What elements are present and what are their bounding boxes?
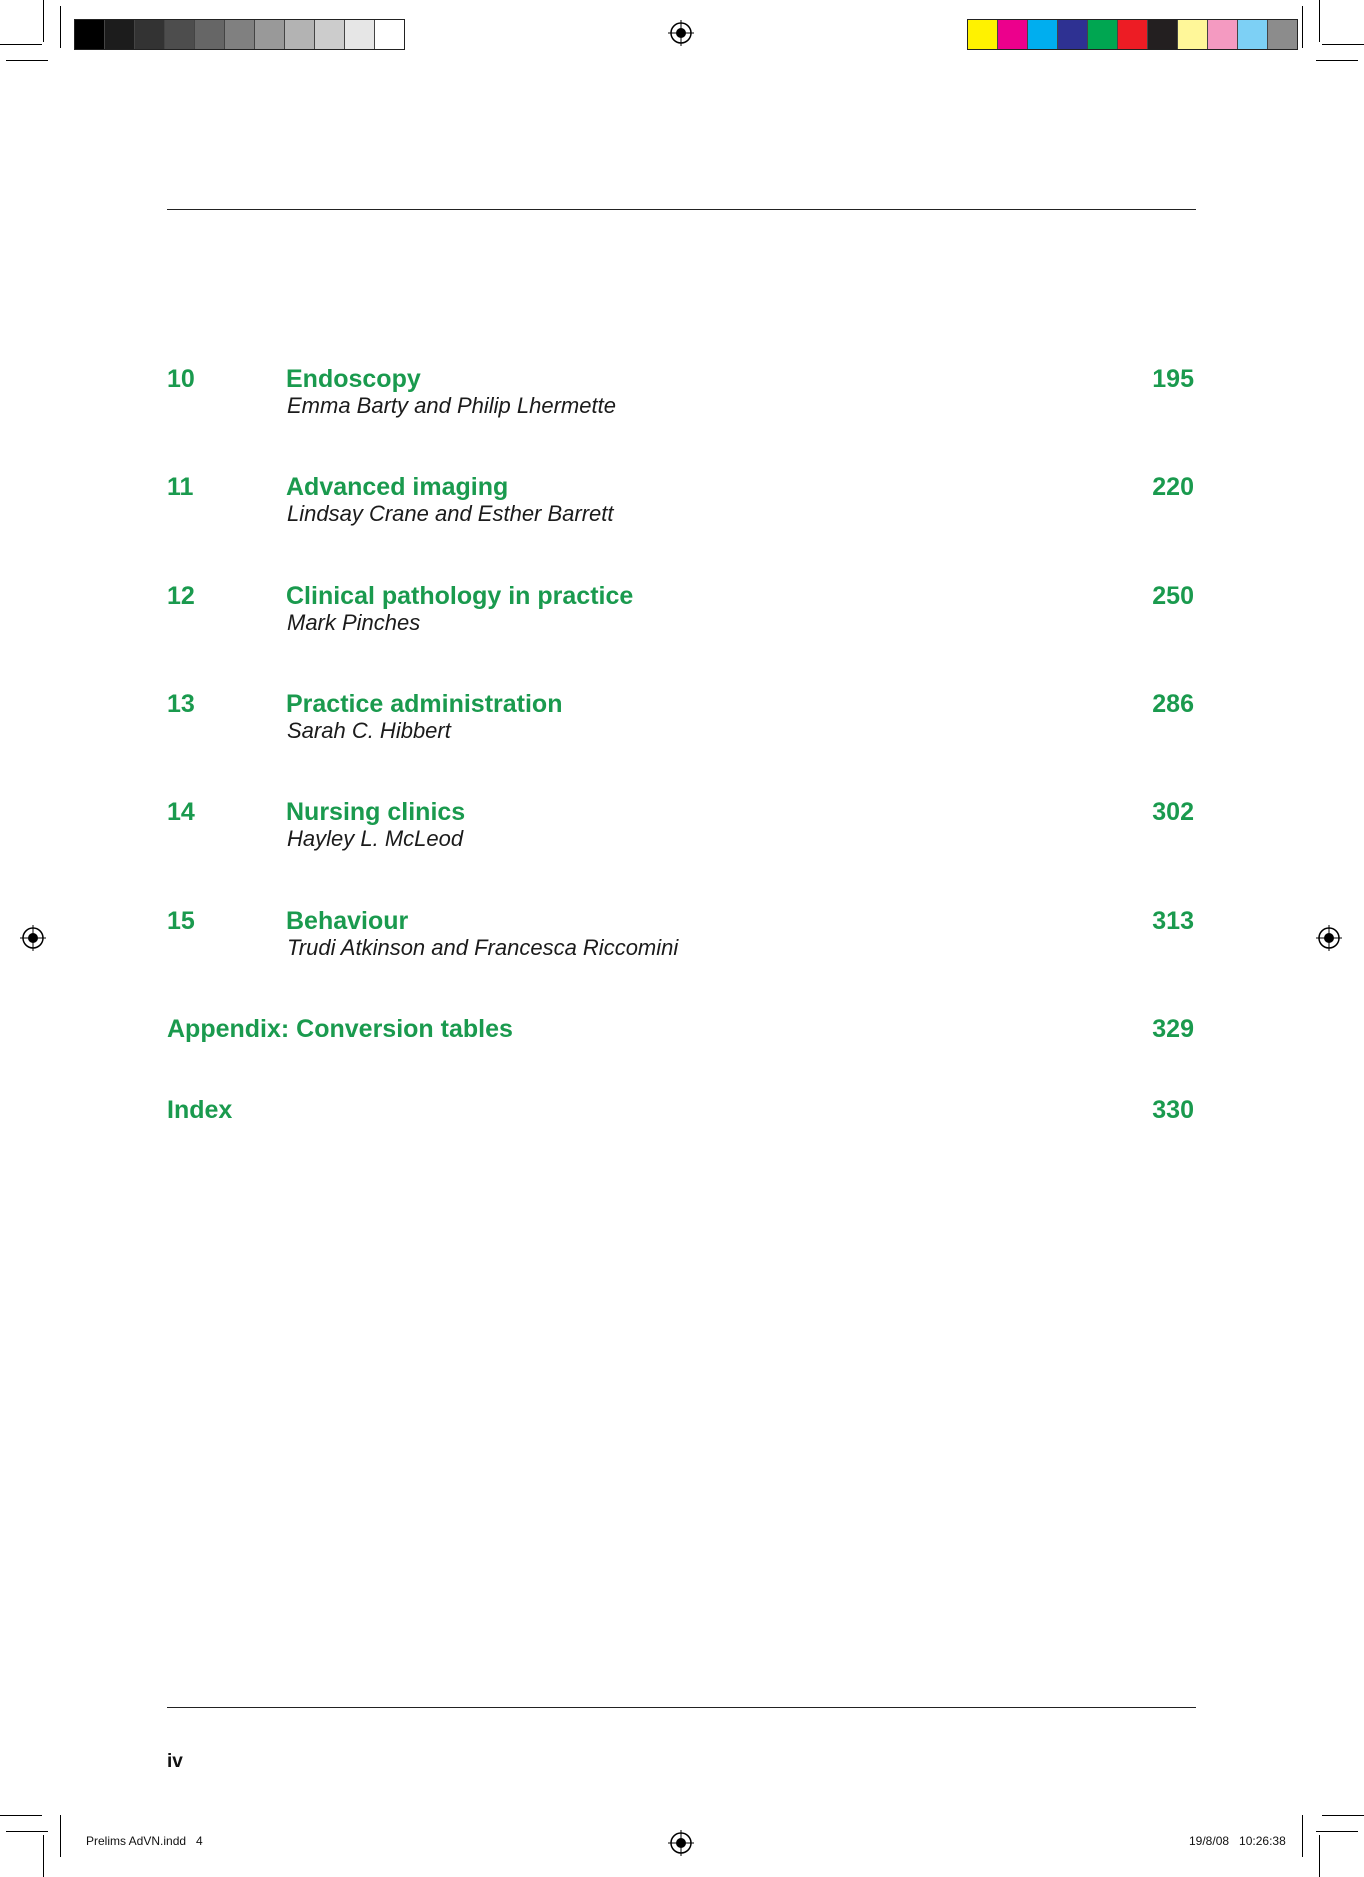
crop-mark xyxy=(1316,1831,1358,1832)
color-swatch xyxy=(1238,20,1268,49)
crop-mark xyxy=(1302,6,1303,48)
color-swatch xyxy=(1208,20,1238,49)
registration-mark-icon xyxy=(1316,925,1342,951)
crop-mark xyxy=(43,0,44,42)
chapter-authors: Mark Pinches xyxy=(287,610,421,635)
crop-mark xyxy=(6,60,48,61)
color-swatch xyxy=(1058,20,1088,49)
chapter-page-number: 220 xyxy=(1152,473,1194,501)
grayscale-color-bar xyxy=(74,19,405,50)
page-folio: iv xyxy=(167,1751,183,1772)
appendix-page-number: 329 xyxy=(1152,1015,1194,1043)
index-page-number: 330 xyxy=(1152,1096,1194,1124)
index-title: Index xyxy=(167,1096,233,1124)
gray-swatch xyxy=(285,20,315,49)
footer-rule xyxy=(167,1707,1196,1708)
gray-swatch xyxy=(195,20,225,49)
chapter-page-number: 250 xyxy=(1152,582,1194,610)
color-swatch xyxy=(998,20,1028,49)
crop-mark xyxy=(6,1831,48,1832)
crop-mark xyxy=(43,1835,44,1877)
registration-mark-icon xyxy=(668,1830,694,1856)
chapter-page-number: 313 xyxy=(1152,907,1194,935)
crop-mark xyxy=(0,1815,42,1816)
color-swatch xyxy=(1028,20,1058,49)
chapter-authors: Hayley L. McLeod xyxy=(287,826,464,851)
chapter-authors: Sarah C. Hibbert xyxy=(287,718,451,743)
chapter-title: Clinical pathology in practice xyxy=(286,582,634,610)
crop-mark xyxy=(1316,60,1358,61)
chapter-title: Nursing clinics xyxy=(286,798,466,826)
gray-swatch xyxy=(75,20,105,49)
gray-swatch xyxy=(225,20,255,49)
color-swatch xyxy=(968,20,998,49)
chapter-title: Endoscopy xyxy=(286,365,421,393)
chapter-number: 15 xyxy=(167,907,195,935)
color-swatch xyxy=(1148,20,1178,49)
gray-swatch xyxy=(165,20,195,49)
crop-mark xyxy=(1319,0,1320,42)
crop-mark xyxy=(60,1815,61,1857)
gray-swatch xyxy=(255,20,285,49)
chapter-number: 13 xyxy=(167,690,195,718)
chapter-title: Behaviour xyxy=(286,907,409,935)
registration-mark-icon xyxy=(668,20,694,46)
crop-mark xyxy=(0,44,42,45)
crop-mark xyxy=(1322,1815,1364,1816)
chapter-number: 10 xyxy=(167,365,195,393)
chapter-authors: Lindsay Crane and Esther Barrett xyxy=(287,501,614,526)
chapter-page-number: 302 xyxy=(1152,798,1194,826)
crop-mark xyxy=(1302,1815,1303,1857)
gray-swatch xyxy=(345,20,375,49)
gray-swatch xyxy=(375,20,404,49)
color-swatch xyxy=(1268,20,1297,49)
chapter-page-number: 195 xyxy=(1152,365,1194,393)
chapter-authors: Trudi Atkinson and Francesca Riccomini xyxy=(287,935,679,960)
chapter-page-number: 286 xyxy=(1152,690,1194,718)
slug-file-info: Prelims AdVN.indd 4 xyxy=(86,1834,203,1848)
crop-mark xyxy=(1322,44,1364,45)
process-color-bar xyxy=(967,19,1298,50)
color-swatch xyxy=(1178,20,1208,49)
registration-mark-icon xyxy=(20,925,46,951)
chapter-title: Practice administration xyxy=(286,690,563,718)
chapter-title: Advanced imaging xyxy=(286,473,509,501)
chapter-number: 12 xyxy=(167,582,195,610)
color-swatch xyxy=(1118,20,1148,49)
header-rule xyxy=(167,209,1196,210)
crop-mark xyxy=(60,6,61,48)
chapter-number: 14 xyxy=(167,798,195,826)
appendix-title: Appendix: Conversion tables xyxy=(167,1015,513,1043)
color-swatch xyxy=(1088,20,1118,49)
chapter-number: 11 xyxy=(167,473,194,501)
slug-timestamp: 19/8/08 10:26:38 xyxy=(1189,1834,1286,1848)
crop-mark xyxy=(1319,1835,1320,1877)
gray-swatch xyxy=(105,20,135,49)
chapter-authors: Emma Barty and Philip Lhermette xyxy=(287,393,616,418)
gray-swatch xyxy=(315,20,345,49)
gray-swatch xyxy=(135,20,165,49)
